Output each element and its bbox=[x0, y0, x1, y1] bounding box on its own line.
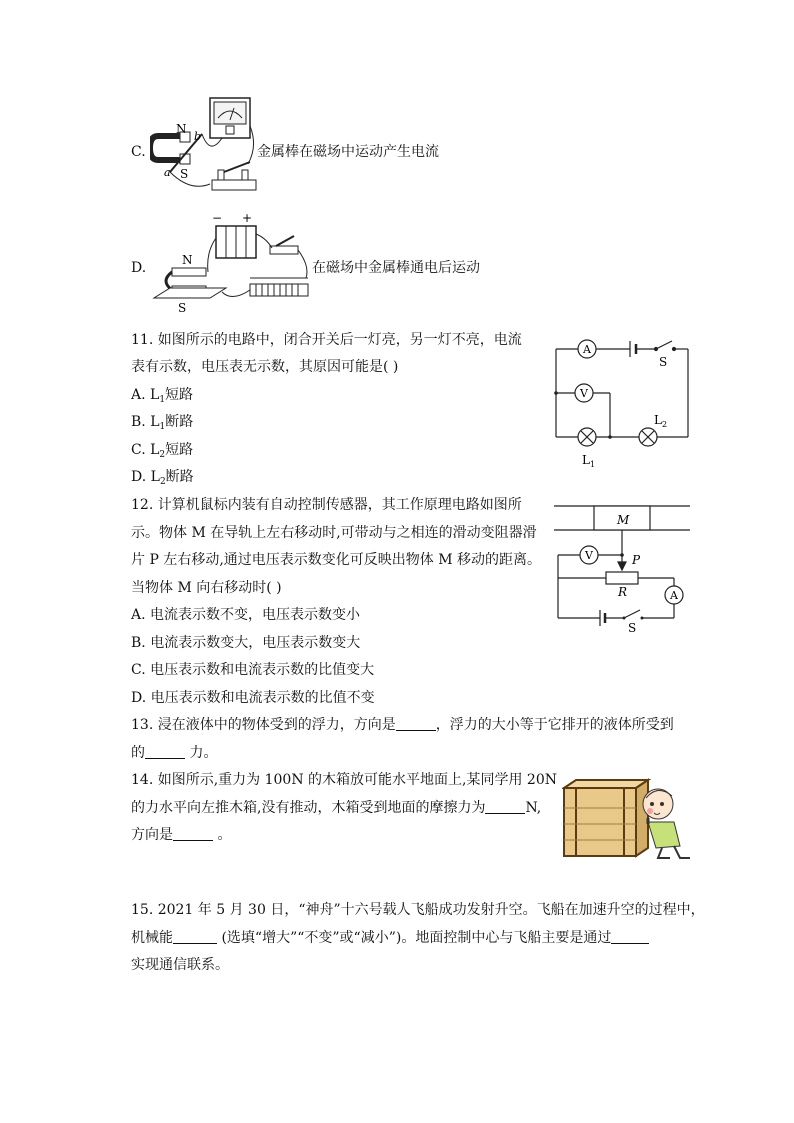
option-d-caption: 在磁场中金属棒通电后运动 bbox=[312, 260, 480, 276]
battery-minus-label: − bbox=[212, 212, 223, 225]
q12-stem-line2: 示。物体 M 在导轨上左右移动时,可带动与之相连的滑动变阻器滑 bbox=[131, 525, 537, 541]
generator-experiment-figure bbox=[150, 96, 260, 196]
voltmeter-label: V bbox=[585, 549, 593, 562]
q12-stem-line1: 12. 计算机鼠标内装有自动控制传感器，其工作原理电路如图所 bbox=[131, 497, 522, 513]
lamp-l2-label: $L_2$ bbox=[654, 413, 668, 429]
q14-stem-line2: 的力水平向左推木箱,没有推动，木箱受到地面的摩擦力为 N, bbox=[131, 800, 542, 816]
q12-stem-line3: 片 P 左右移动,通过电压表示数变化可反映出物体 M 移动的距离。 bbox=[131, 552, 542, 568]
motor-experiment-figure bbox=[150, 212, 312, 316]
q14-blank-direction[interactable] bbox=[173, 826, 213, 841]
ammeter-label: A bbox=[583, 343, 591, 356]
q12-option-a[interactable]: A. 电流表示数不变，电压表示数变小 bbox=[131, 607, 361, 623]
q14-stem-line1: 14. 如图所示,重力为 100N 的木箱放可能水平地面上,某同学用 20N bbox=[131, 772, 558, 788]
q13-stem-line1: 13. 浸在液体中的物体受到的浮力，方向是 ，浮力的大小等于它排开的液体所受到 bbox=[131, 717, 674, 733]
q12-option-c[interactable]: C. 电压表示数和电流表示数的比值变大 bbox=[131, 662, 375, 678]
q11-circuit-diagram bbox=[548, 332, 698, 472]
rod-b-label: b bbox=[194, 130, 202, 143]
q15-stem-line2: 机械能 (选填“增大”“不变”或“减小”)。地面控制中心与飞船主要是通过 bbox=[131, 928, 649, 948]
q12-option-b[interactable]: B. 电流表示数变大，电压表示数变大 bbox=[131, 635, 361, 651]
q14-blank-friction[interactable] bbox=[485, 799, 525, 814]
q11-option-c[interactable]: C. $L_2$短路 bbox=[131, 442, 194, 460]
magnet-s-label: S bbox=[180, 167, 189, 181]
q11-stem-line1: 11. 如图所示的电路中，闭合开关后一灯亮，另一灯不亮，电流 bbox=[131, 332, 522, 348]
q11-stem-line2: 表有示数，电压表无示数，其原因可能是( ) bbox=[131, 359, 399, 375]
q11-option-a[interactable]: A. $L_1$短路 bbox=[131, 387, 194, 405]
pushing-crate-illustration bbox=[562, 778, 694, 862]
magnet-s-label: S bbox=[178, 301, 187, 315]
voltmeter-label: V bbox=[580, 387, 588, 400]
ammeter-label: A bbox=[670, 589, 678, 602]
q13-blank-direction[interactable] bbox=[396, 716, 436, 731]
q14-stem-line3: 方向是 。 bbox=[131, 827, 232, 843]
q13-stem-line2: 的 力。 bbox=[131, 745, 218, 761]
q12-stem-line4: 当物体 M 向右移动时( ) bbox=[131, 580, 282, 596]
magnet-n-label: N bbox=[182, 253, 193, 267]
q13-blank-force[interactable] bbox=[145, 744, 185, 759]
option-d-label: D. bbox=[131, 260, 147, 276]
option-c-label: C. bbox=[131, 144, 146, 160]
option-c-caption: 金属棒在磁场中运动产生电流 bbox=[257, 144, 439, 160]
lamp-l1-label: $L_1$ bbox=[582, 453, 596, 469]
q15-stem-line1: 15. 2021 年 5 月 30 日，“神舟”十六号载人飞船成功发射升空。飞船在加速升空的过程中， bbox=[131, 902, 705, 918]
q12-option-d[interactable]: D. 电压表示数和电流表示数的比值不变 bbox=[131, 690, 375, 706]
q11-option-b[interactable]: B. $L_1$断路 bbox=[131, 414, 194, 432]
q11-option-d[interactable]: D. $L_2$断路 bbox=[131, 469, 194, 487]
q15-blank-communication[interactable] bbox=[611, 929, 649, 944]
q12-circuit-diagram bbox=[550, 500, 695, 635]
resistor-r-label: R bbox=[618, 585, 628, 599]
q15-blank-mechanical-energy[interactable] bbox=[173, 929, 217, 944]
magnet-n-label: N bbox=[176, 122, 187, 136]
object-m-label: M bbox=[617, 513, 630, 527]
switch-label: S bbox=[659, 355, 668, 369]
rod-a-label: a bbox=[164, 166, 171, 179]
slider-p-label: P bbox=[632, 553, 641, 567]
battery-plus-label: + bbox=[242, 212, 253, 225]
switch-label: S bbox=[628, 621, 637, 635]
q15-stem-line3: 实现通信联系。 bbox=[131, 957, 229, 973]
